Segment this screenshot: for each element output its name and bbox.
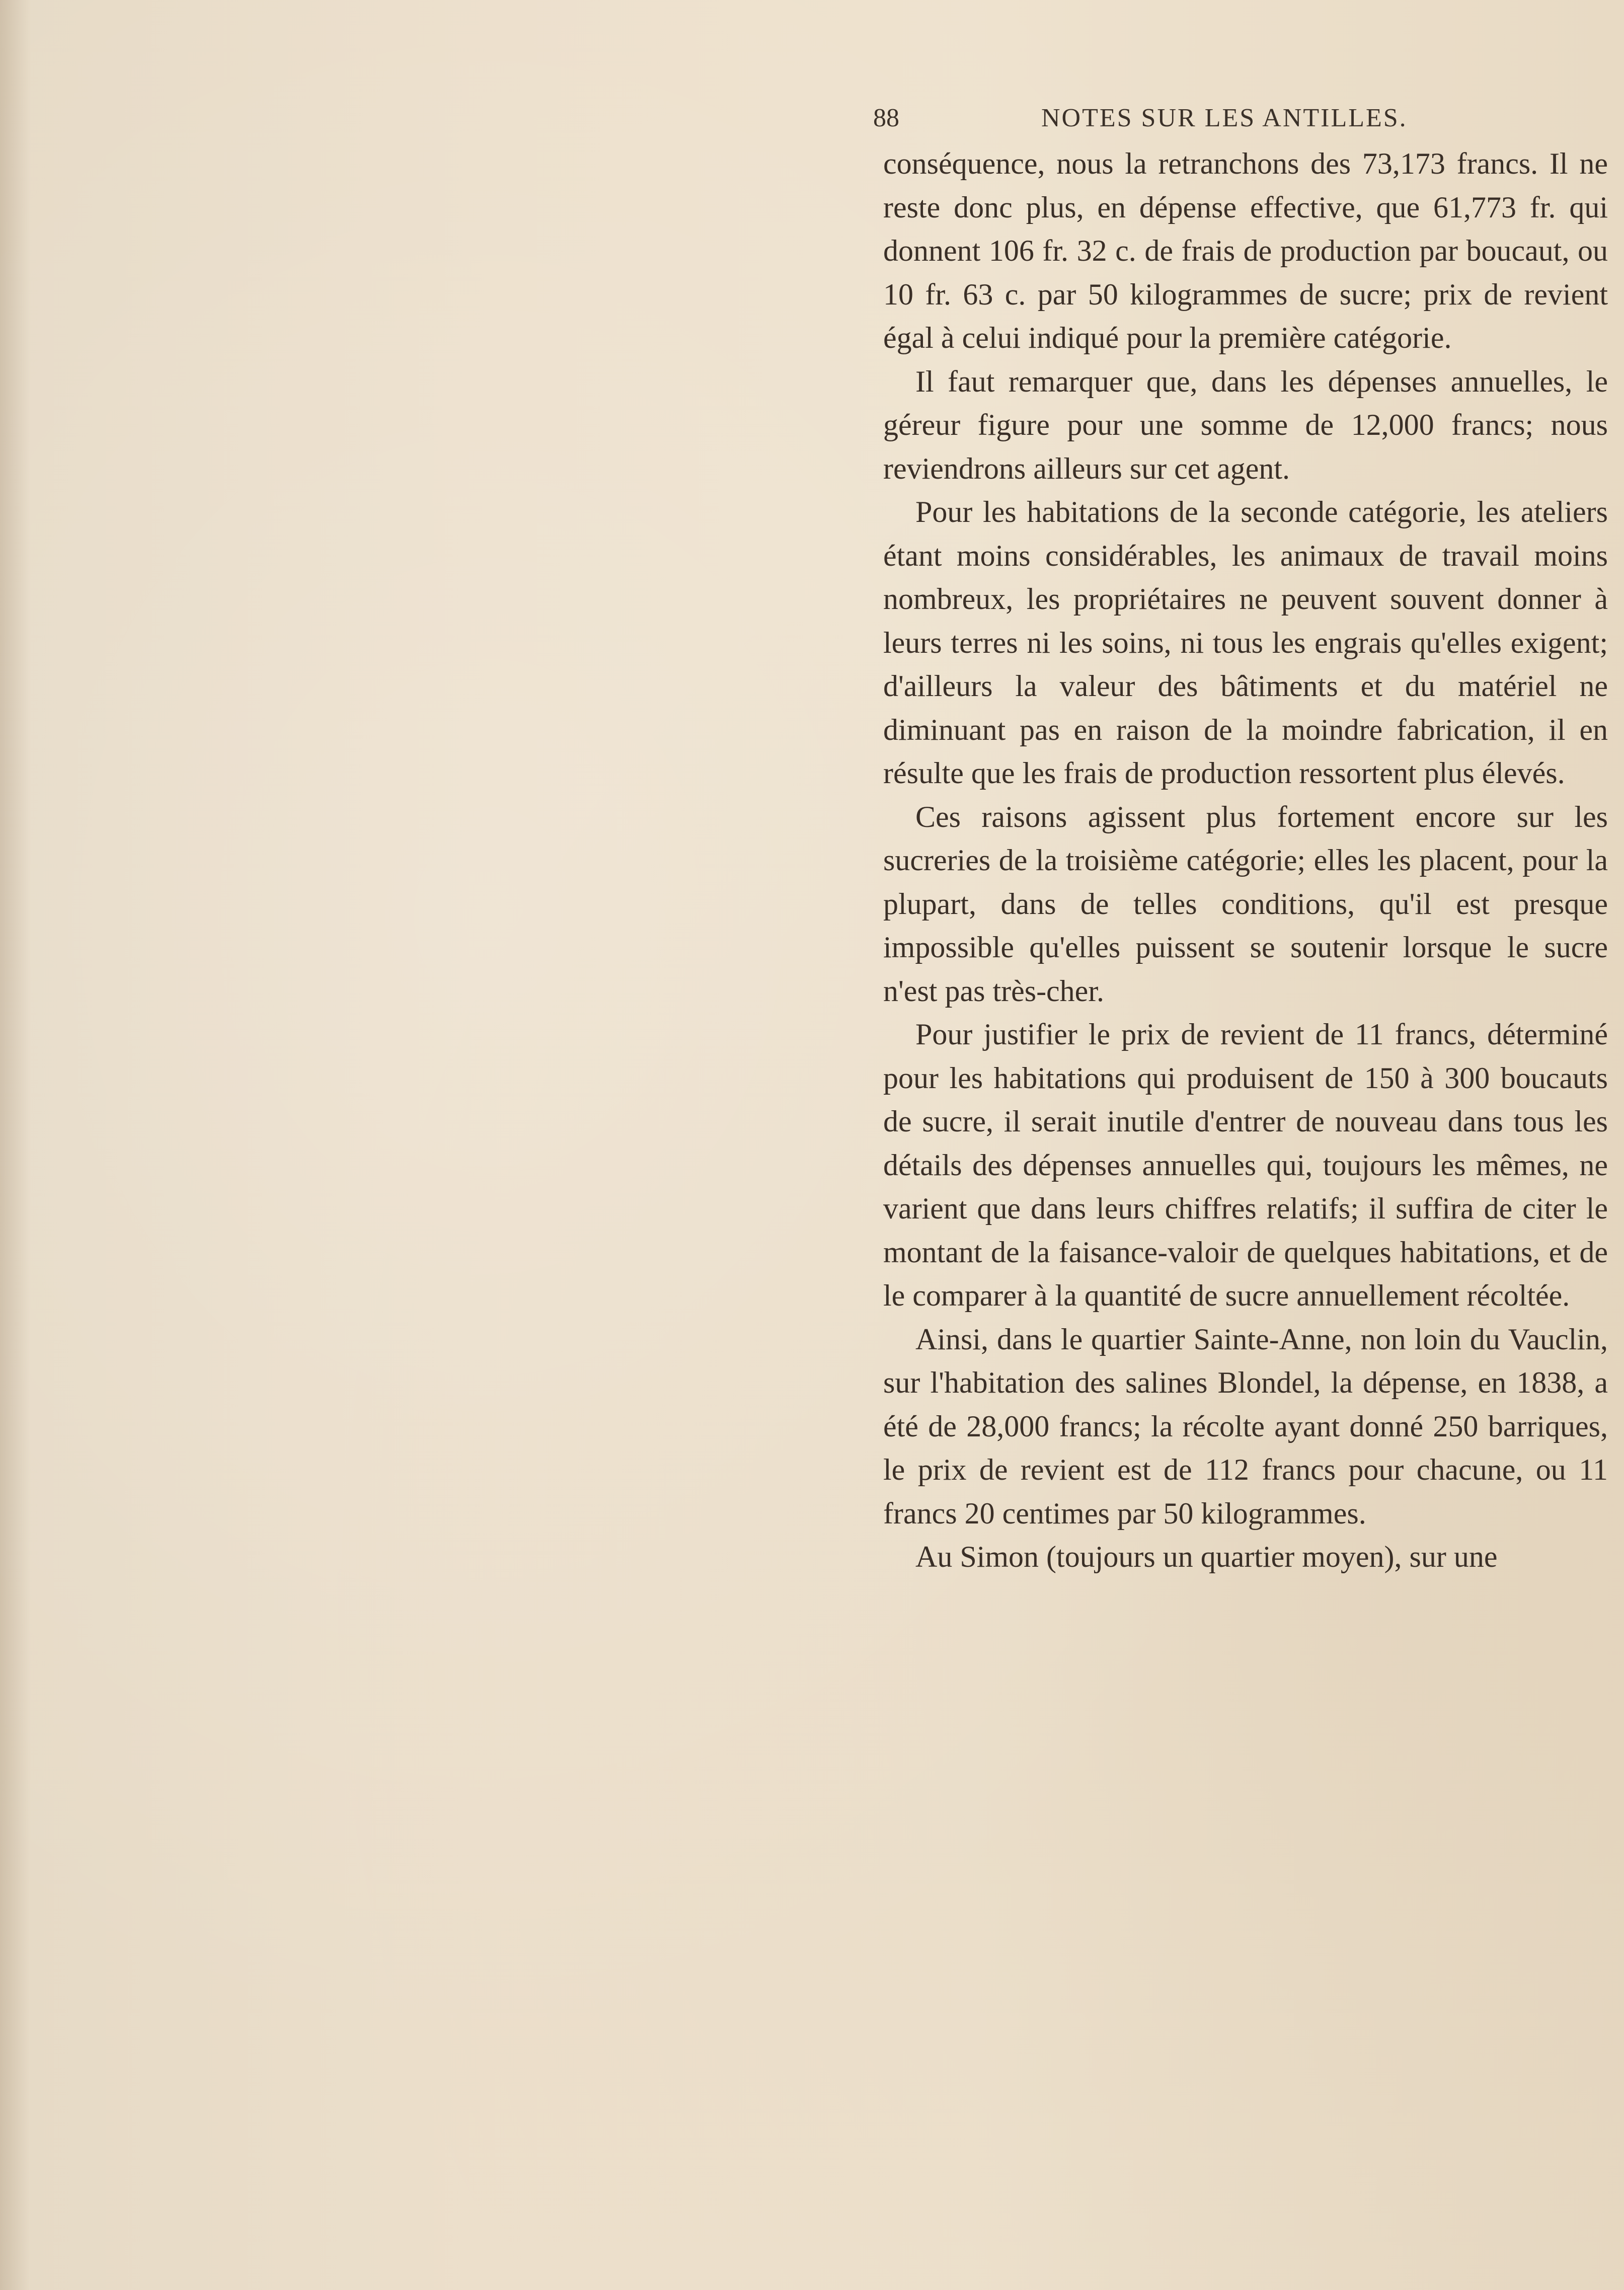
paragraph-sainte-anne: Ainsi, dans le quartier Sainte-Anne, non loin du Vauclin, sur l'habitation des salines Blondel, la dépense, en 1838, a été de 28,000 francs; la récolte ayant donné 250 barriques, le prix de revient est de 112 francs pour chacune, ou 11 francs 20 centimes par 50 kilogrammes. xyxy=(883,1322,1608,1530)
paragraph-troisieme-categorie: Ces raisons agissent plus fortement encore sur les sucreries de la troisième catégorie; elles les placent, pour la plupart, dans de telles conditions, qu'il est presque impossible qu'elles puissent se soutenir lorsque le sucre n'est pas très-cher. xyxy=(883,800,1608,1008)
page-number: 88 xyxy=(873,104,899,132)
paragraph-simon: Au Simon (toujours un quartier moyen), sur une xyxy=(915,1540,1498,1573)
paragraph-seconde-categorie: Pour les habitations de la seconde catégorie, les ateliers étant moins considérables, les animaux de travail moins nombreux, les propriétaires ne peuvent souvent donner à leurs terres ni les soins, ni tous les engrais qu'elles exigent; d'ailleurs la valeur des bâtiments et du matériel ne diminuant pas en raison de la moindre fabrication, il en résulte que les frais de production ressortent plus élevés. xyxy=(883,495,1608,790)
paragraph-prix-de-revient: Pour justifier le prix de revient de 11 francs, déterminé pour les habitations qui produisent de 150 à 300 boucauts de sucre, il serait inutile d'entrer de nouveau dans tous les détails des dépenses annuelles qui, toujours les mêmes, ne varient que dans leurs chiffres relatifs; il suffira de citer le montant de la faisance-valoir de quelques habitations, et de le comparer à la quantité de sucre annuellement récoltée. xyxy=(883,1018,1608,1312)
page-gutter-shadow xyxy=(0,0,30,2290)
paragraph-continuation: conséquence, nous la retranchons des 73,173 francs. Il ne reste donc plus, en dépense effective, que 61,773 fr. qui donnent 106 fr. 32 c. de frais de production par boucaut, ou 10 fr. 63 c. par 50 kilogrammes de sucre; prix de revient égal à celui indiqué pour la première catégorie. xyxy=(883,147,1608,354)
paragraph-gereur: Il faut remarquer que, dans les dépenses annuelles, le géreur figure pour une somme de 12,000 francs; nous reviendrons ailleurs sur cet agent. xyxy=(883,364,1608,485)
running-title: NOTES SUR LES ANTILLES. xyxy=(1041,104,1408,132)
body-text xyxy=(883,142,1608,1579)
running-header xyxy=(873,98,1624,138)
